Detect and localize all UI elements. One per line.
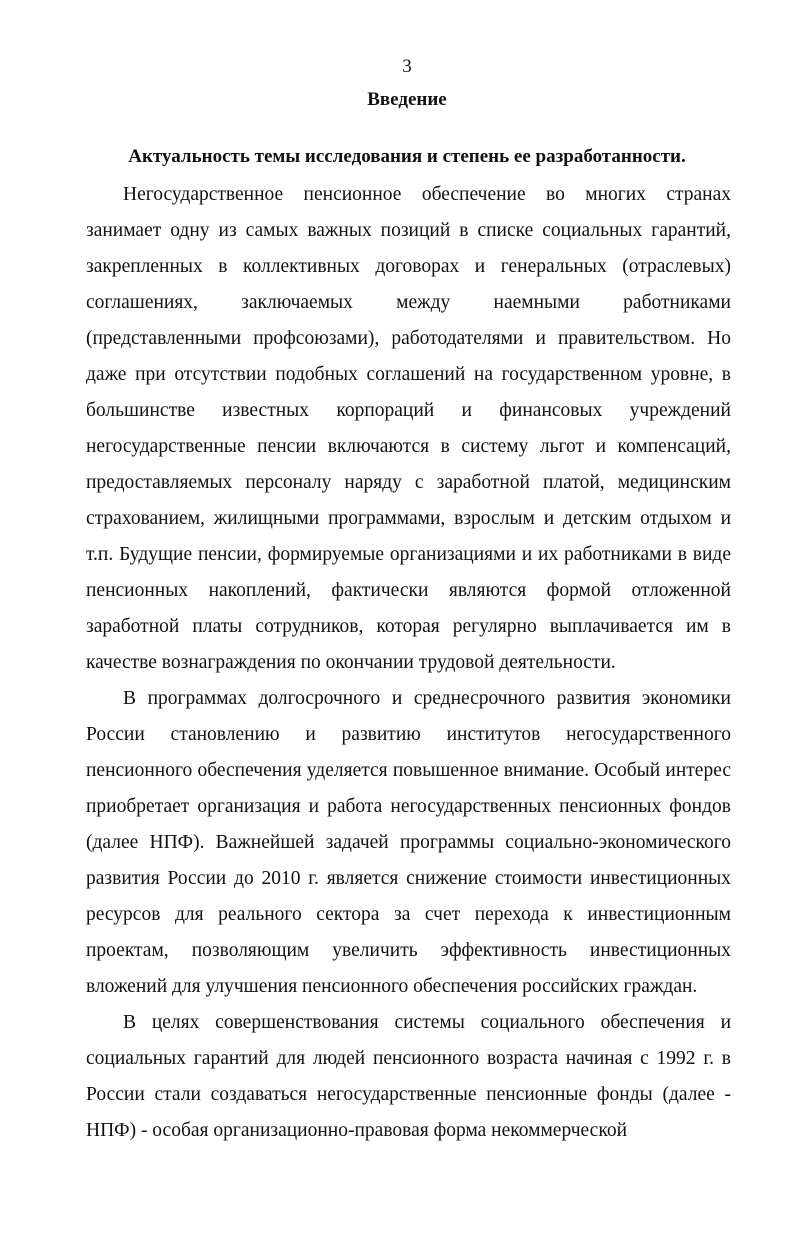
section-subtitle: Актуальность темы исследования и степень ее разработанности.	[128, 146, 686, 167]
paragraph: В программах долгосрочного и среднесрочного развития экономики России становлению и развитию институтов негосударственного пенсионного обеспечения уделяется повышенное внимание. Особый интерес приобретает организация и работа негосударственных пенсионных фондов (далее НПФ). Важнейшей задачей программы социально-экономического развития России до 2010 г. является снижение стоимости инвестиционных ресурсов для реального сектора за счет перехода к инвестиционным проектам, позволяющим увеличить эффективность инвестиционных вложений для улучшения пенсионного обеспечения российских граждан.	[86, 688, 731, 997]
paragraph: В целях совершенствования системы социального обеспечения и социальных гарантий для людей пенсионного возраста начиная с 1992 г. в России стали создаваться негосударственные пенсионные фонды (далее - НПФ) - особая организационно-правовая форма некоммерческой	[86, 1012, 731, 1141]
paragraph: Негосударственное пенсионное обеспечение во многих странах занимает одну из самых важных позиций в списке социальных гарантий, закрепленных в коллективных договорах и генеральных (отраслевых) соглашениях, заключаемых между наемными работниками (представленными профсоюзами), работодателями и правительством. Но даже при отсутствии подобных соглашений на государственном уровне, в большинстве известных корпораций и финансовых учреждений негосударственные пенсии включаются в систему льгот и компенсаций, предоставляемых персоналу наряду с заработной платой, медицинским страхованием, жилищными программами, взрослым и детским отдыхом и т.п. Будущие пенсии, формируемые организациями и их работниками в виде пенсионных накоплений, фактически являются формой отложенной заработной платы сотрудников, которая регулярно выплачивается им в качестве вознаграждения по окончании трудовой деятельности.	[86, 184, 731, 673]
section-title: Введение	[367, 89, 447, 110]
page-number: 3	[402, 56, 412, 77]
body-text	[86, 177, 731, 1149]
